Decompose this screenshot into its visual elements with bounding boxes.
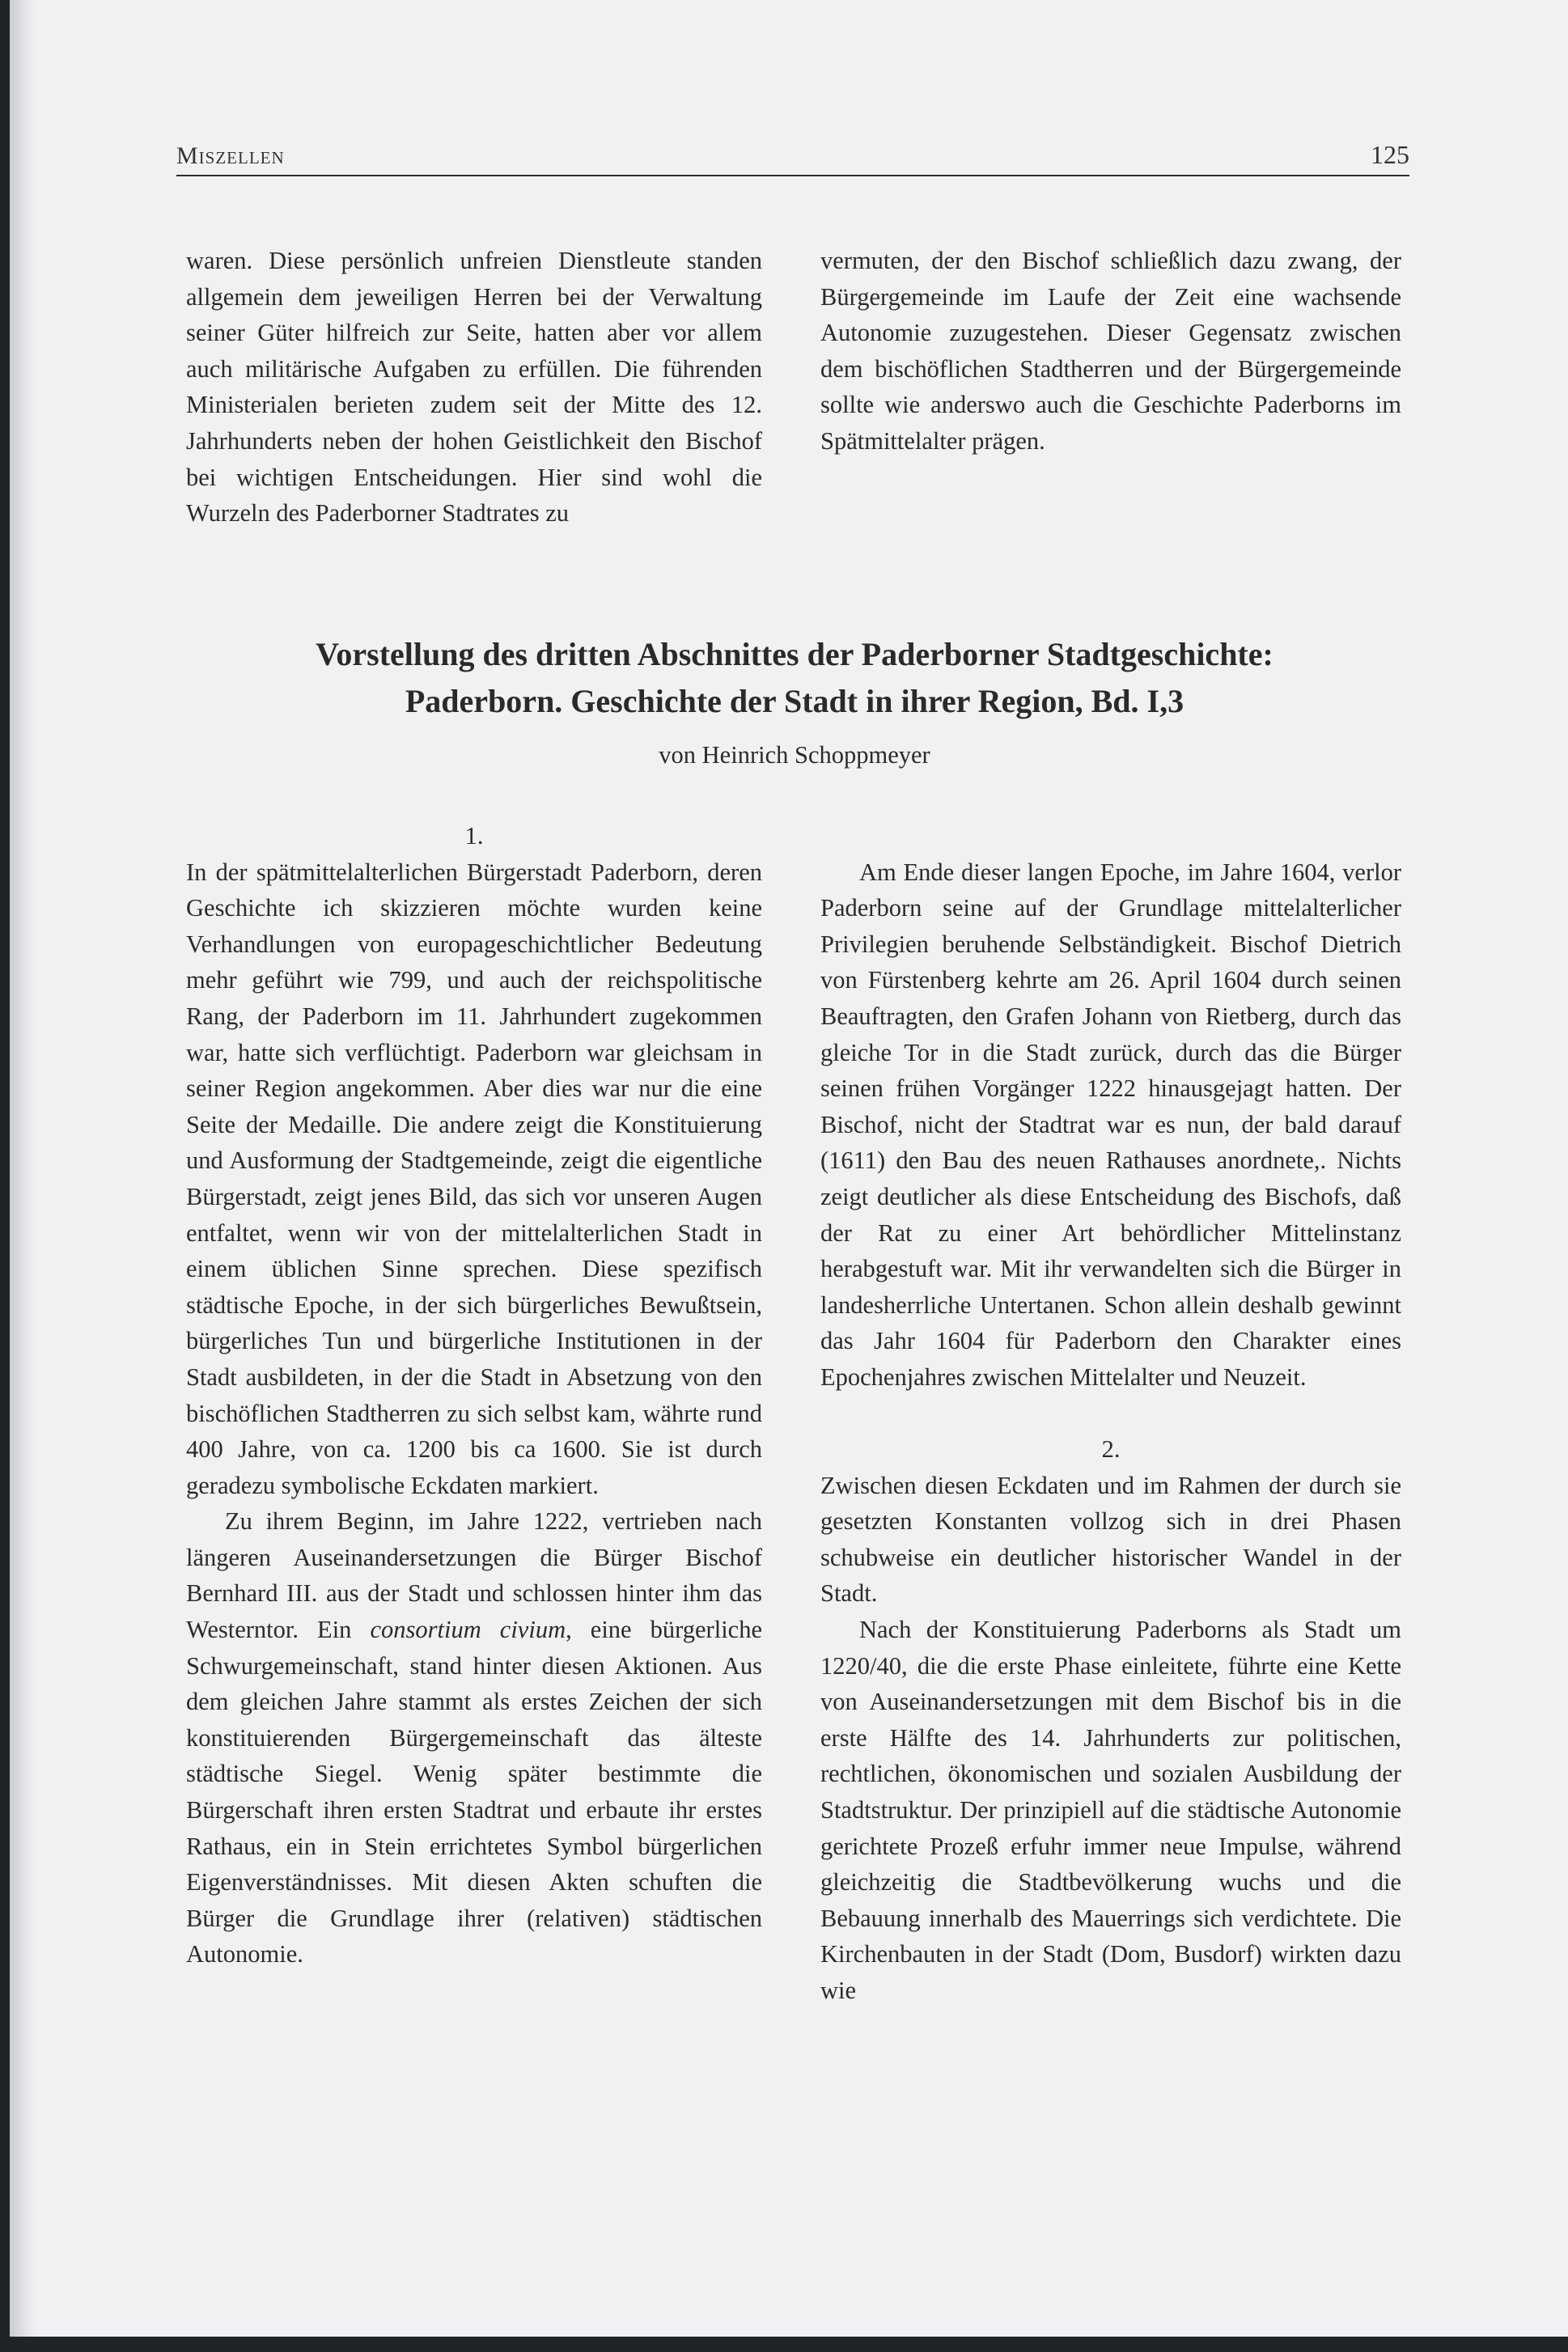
page-number: 125 [1371,140,1409,169]
document-page [10,0,1568,2337]
article-author: von Heinrich Schoppmeyer [659,741,930,769]
bottom-right-column [820,818,1401,2009]
running-head: Miszellen [176,142,285,169]
article-title [180,631,1409,725]
bottom-left-column [186,818,762,1973]
italic-term: consortium civium [370,1616,566,1644]
paragraph [186,1503,762,1973]
paragraph-text: , eine bürgerliche Schwurgemeinschaft, stand hinter diesen Aktionen. Aus dem gleichen Jahre stammt als erstes Zeichen der sich konstituierenden Bürgergemeinschaft das älteste städtische Siegel. Wenig später bestimmte die Bürgerschaft ihren ersten Stadtrat und erbaute ihr erstes Rathaus, ein in Stein errichtetes Symbol bürgerlichen Eigenverständnisses. Mit diesen Akten schuften die Bürger die Grundlage ihrer (relativen) städtischen Autonomie. [186,1616,762,1968]
book-spine-shadow [10,0,37,2337]
article-title-line-1: Vorstellung des dritten Abschnittes der Paderborner Stadtgeschichte: [316,636,1273,672]
paragraph: Nach der Konstituierung Paderborns als Stadt um 1220/40, die die erste Phase einleitete, führte eine Kette von Auseinandersetzungen mit dem Bischof bis in die erste Hälfte des 14. Jahrhunderts zur politischen, rechtlichen, ökonomischen und sozialen Ausbildung der Stadtstruktur. Der prinzipiell auf die städtische Autonomie gerichtete Prozeß erfuhr immer neue Impulse, während gleichzeitig die Stadtbevölkerung wuchs und die Bebauung innerhalb des Mauerrings sich verdichtete. Die Kirchenbauten in der Stadt (Dom, Busdorf) wirkten dazu wie [820,1616,1401,2004]
page-header [176,134,1409,176]
top-left-column [186,243,762,532]
paragraph-text: Zu ihrem Beginn, im Jahre 1222, vertrieben nach längeren Auseinandersetzungen die Bürger Bischof Bernhard III. aus der Stadt und schlossen hinter ihm das Westerntor. Ein [186,1507,762,1644]
paragraph: vermuten, der den Bischof schließlich dazu zwang, der Bürgergemeinde im Laufe der Zeit eine wachsende Autonomie zuzugestehen. Dieser Gegensatz zwischen dem bischöflichen Stadtherren und der Bürgergemeinde sollte wie anderswo auch die Geschichte Paderborns im Spätmittelalter prägen. [820,247,1401,455]
article-title-line-2: Paderborn. Geschichte der Stadt in ihrer Region, Bd. I,3 [405,683,1184,719]
paragraph: waren. Diese persönlich unfreien Dienstleute standen allgemein dem jeweiligen Herren bei der Verwaltung seiner Güter hilfreich zur Seite, hatten aber vor allem auch militärische Aufgaben zu erfüllen. Die führenden Ministerialen berieten zudem seit der Mitte des 12. Jahrhunderts neben der hohen Geistlichkeit den Bischof bei wichtigen Entscheidungen. Hier sind wohl die Wurzeln des Paderborner Stadtrates zu [186,247,762,528]
section-number: 2. [1101,1435,1121,1464]
paragraph: In der spätmittelalterlichen Bürgerstadt Paderborn, deren Geschichte ich skizzieren möchte wurden keine Verhandlungen von europageschichtlicher Bedeutung mehr geführt wie 799, und auch der reichspolitische Rang, der Paderborn im 11. Jahrhundert zugekommen war, hatte sich verflüchtigt. Paderborn war gleichsam in seiner Region angekommen. Aber dies war nur die eine Seite der Medaille. Die andere zeigt die Konstituierung und Ausformung der Stadtgemeinde, zeigt die eigentliche Bürgerstadt, zeigt jenes Bild, das sich vor unseren Augen entfaltet, wenn wir von der mittelalterlichen Stadt in einem üblichen Sinne sprechen. Diese spezifisch städtische Epoche, in der sich bürgerliches Bewußtsein, bürgerliches Tun und bürgerliche Institutionen in der Stadt ausbildeten, in der die Stadt in Absetzung von den bischöflichen Stadtherren zu sich selbst kam, währte rund 400 Jahre, von ca. 1200 bis ca 1600. Sie ist durch geradezu symbolische Eckdaten markiert. [186,858,762,1499]
paragraph: Am Ende dieser langen Epoche, im Jahre 1604, verlor Paderborn seine auf der Grundlage mittelalterlicher Privilegien beruhende Selbständigkeit. Bischof Dietrich von Fürstenberg kehrte am 26. April 1604 durch seinen Beauftragten, den Grafen Johann von Rietberg, durch das gleiche Tor in die Stadt zurück, durch das die Bürger seinen frühen Vorgänger 1222 hinausgejagt hatten. Der Bischof, nicht der Stadtrat war es nun, der bald darauf (1611) den Bau des neuen Rathauses anordnete,. Nichts zeigt deutlicher als diese Entscheidung des Bischofs, daß der Rat zu einer Art behördlicher Mittelinstanz herabgestuft war. Mit ihr verwandelten sich die Bürger in landesherrliche Untertanen. Schon allein deshalb gewinnt das Jahr 1604 für Paderborn den Charakter eines Epochenjahres zwischen Mittelalter und Neuzeit. [820,858,1401,1391]
top-right-column [820,243,1401,460]
paragraph: Zwischen diesen Eckdaten und im Rahmen der durch sie gesetzten Konstanten vollzog sich in drei Phasen schubweise ein deutlicher historischer Wandel in der Stadt. [820,1471,1401,1608]
section-number: 1. [464,822,484,850]
